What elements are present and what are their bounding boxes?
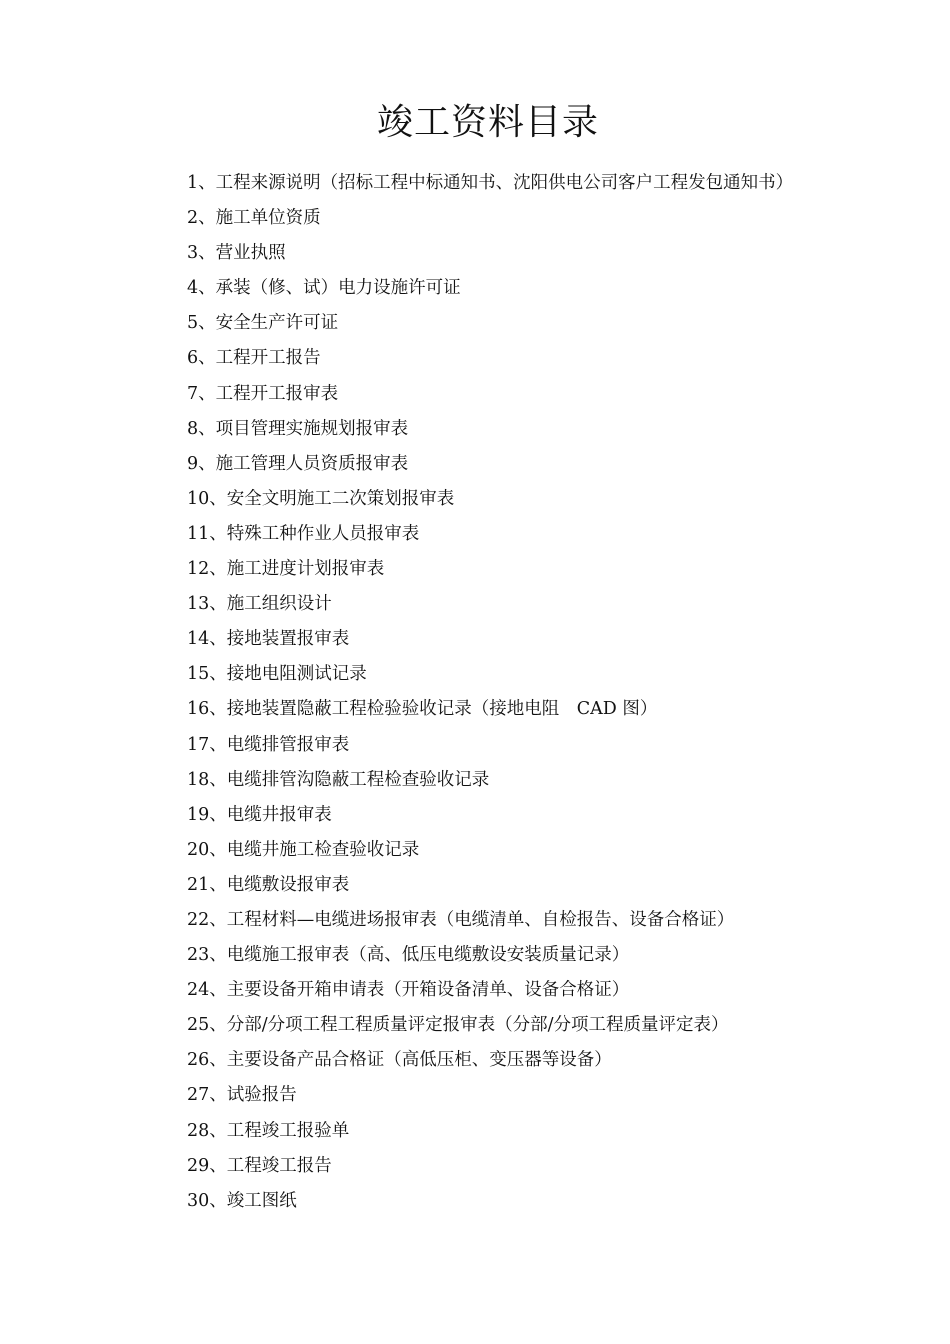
list-item: 8、项目管理实施规划报审表 <box>187 418 409 439</box>
list-item: 18、电缆排管沟隐蔽工程检查验收记录 <box>187 769 490 790</box>
list-item: 1、工程来源说明（招标工程中标通知书、沈阳供电公司客户工程发包通知书） <box>187 173 794 193</box>
list-item: 29、工程竣工报告 <box>187 1155 332 1176</box>
list-item: 3、营业执照 <box>187 243 286 264</box>
list-item: 10、安全文明施工二次策划报审表 <box>187 488 455 509</box>
list-item: 24、主要设备开箱申请表（开箱设备清单、设备合格证） <box>187 980 630 1001</box>
list-item: 19、电缆井报审表 <box>187 804 332 825</box>
page-title: 竣工资料目录 <box>376 102 599 143</box>
list-item: 26、主要设备产品合格证（高低压柜、变压器等设备） <box>187 1050 612 1071</box>
list-item: 15、接地电阻测试记录 <box>187 664 367 685</box>
list-item: 30、竣工图纸 <box>187 1190 297 1211</box>
list-item: 17、电缆排管报审表 <box>187 734 350 755</box>
list-item: 25、分部/分项工程工程质量评定报审表（分部/分项工程质量评定表） <box>187 1015 729 1036</box>
list-item: 23、电缆施工报审表（高、低压电缆敷设安装质量记录） <box>187 945 630 966</box>
list-item: 5、安全生产许可证 <box>187 313 339 334</box>
list-item: 6、工程开工报告 <box>187 348 321 369</box>
list-item: 11、特殊工种作业人员报审表 <box>187 523 420 544</box>
list-item: 28、工程竣工报验单 <box>187 1120 350 1141</box>
list-item: 2、施工单位资质 <box>187 208 321 229</box>
list-item: 21、电缆敷设报审表 <box>187 874 350 895</box>
list-item: 16、接地装置隐蔽工程检验验收记录（接地电阻 CAD 图） <box>187 699 658 720</box>
list-item: 22、工程材料—电缆进场报审表（电缆清单、自检报告、设备合格证） <box>187 909 735 930</box>
list-item: 12、施工进度计划报审表 <box>187 559 385 580</box>
list-item: 27、试验报告 <box>187 1085 297 1106</box>
list-item: 9、施工管理人员资质报审表 <box>187 453 409 474</box>
list-item: 13、施工组织设计 <box>187 594 332 615</box>
list-item: 14、接地装置报审表 <box>187 629 350 650</box>
list-item: 20、电缆井施工检查验收记录 <box>187 839 420 860</box>
list-item: 4、承装（修、试）电力设施许可证 <box>187 278 461 299</box>
table-of-contents <box>187 166 927 1219</box>
list-item: 7、工程开工报审表 <box>187 383 339 404</box>
